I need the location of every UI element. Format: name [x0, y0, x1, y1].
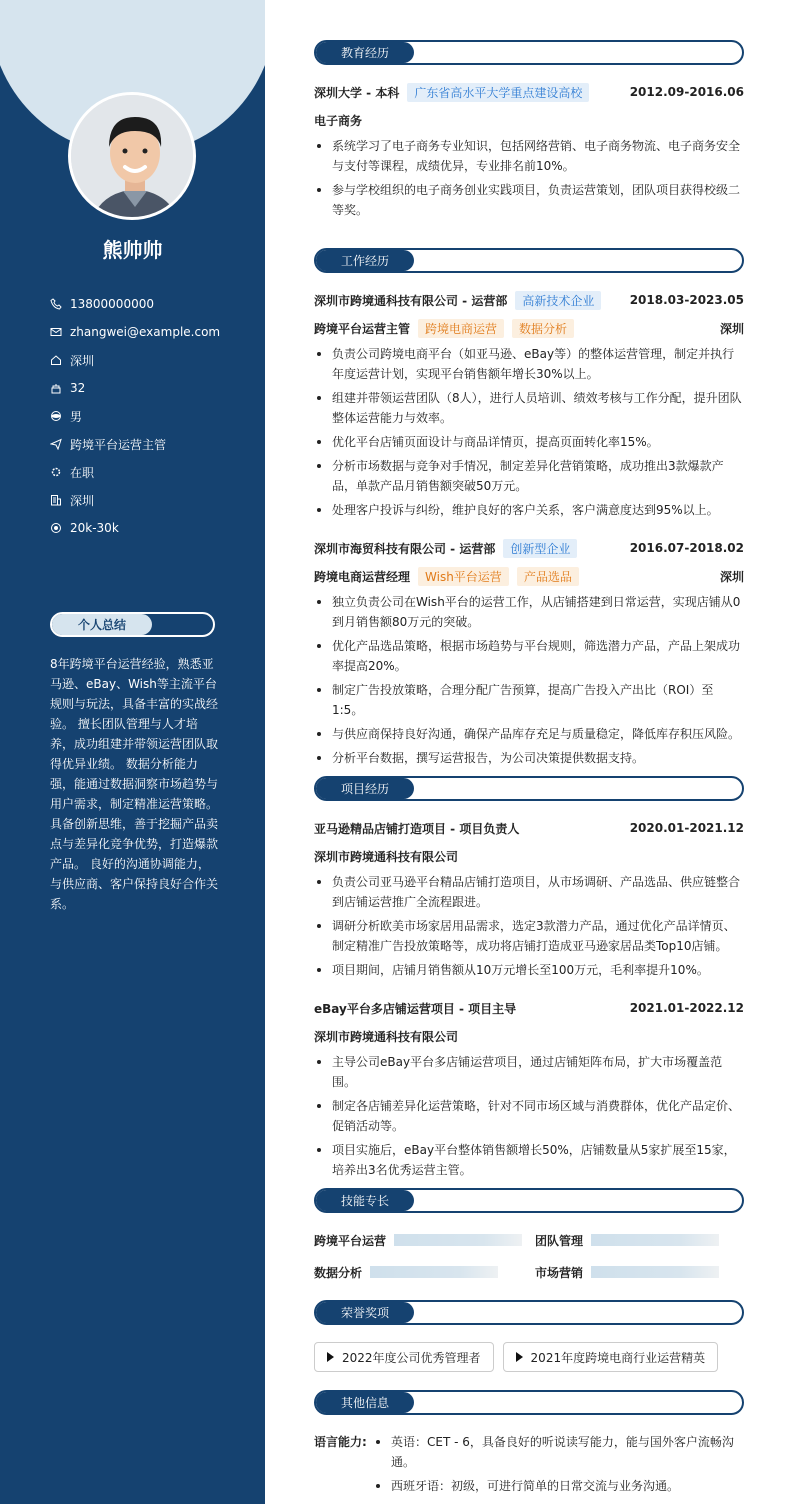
- list-item: 与供应商保持良好沟通，确保产品库存充足与质量稳定，降低库存积压风险。: [314, 724, 744, 744]
- contact-city: [50, 486, 220, 514]
- list-item: 组建并带领运营团队（8人），进行人员培训、绩效考核与工作分配，提升团队整体运营能力与效率。: [314, 388, 744, 428]
- skill-bar: [591, 1266, 719, 1278]
- skill-item: [314, 1230, 522, 1250]
- education-entry: [314, 82, 744, 224]
- job-entry: [314, 538, 744, 772]
- avatar: [68, 92, 196, 220]
- phone-icon: [50, 298, 62, 310]
- position-text: 跨境平台运营主管: [70, 437, 167, 452]
- skill-label: 团队管理: [535, 1233, 584, 1248]
- list-item: 优化产品选品策略，根据市场趋势与平台规则，筛选潜力产品，产品上架成功率提高20%。: [314, 636, 744, 676]
- education-header: [314, 40, 744, 65]
- job-city: 深圳: [719, 321, 744, 336]
- project-company: 深圳市跨境通科技有限公司: [314, 849, 459, 864]
- skill-tag: 产品选品: [517, 567, 579, 586]
- list-item: 系统学习了电子商务专业知识，包括网络营销、电子商务物流、电子商务安全与支付等课程，成绩优异，专业排名前10%。: [314, 136, 744, 176]
- list-item: 优化平台店铺页面设计与商品详情页，提高页面转化率15%。: [314, 432, 744, 452]
- list-item: 独立负责公司在Wish平台的运营工作，从店铺搭建到日常运营，实现店铺从0到月销售额80万元的突破。: [314, 592, 744, 632]
- work-title: 工作经历: [316, 250, 414, 271]
- skills-header: [314, 1188, 744, 1213]
- award-item: [314, 1342, 494, 1372]
- project-date: 2020.01-2021.12: [629, 821, 744, 835]
- sidebar: [0, 0, 265, 1504]
- status-text: 在职: [70, 465, 95, 480]
- list-item: 处理客户投诉与纠纷，维护良好的客户关系，客户满意度达到95%以上。: [314, 500, 744, 520]
- project-name: 亚马逊精品店铺打造项目 - 项目负责人: [314, 821, 520, 836]
- job-entry: [314, 290, 744, 524]
- avatar-icon: [71, 95, 196, 220]
- school-tag: 广东省高水平大学重点建设高校: [407, 83, 589, 102]
- send-icon: [50, 438, 62, 450]
- skill-item: [535, 1230, 719, 1250]
- cake-icon: [50, 382, 62, 394]
- skills-title: 技能专长: [316, 1190, 414, 1211]
- job-role: 跨境电商运营经理: [314, 569, 411, 584]
- company-tag: 创新型企业: [503, 539, 577, 558]
- education-date: 2012.09-2016.06: [629, 85, 744, 99]
- summary-title: 个人总结: [52, 614, 152, 635]
- job-role: 跨境平台运营主管: [314, 321, 411, 336]
- skill-label: 数据分析: [314, 1265, 363, 1280]
- contact-gender: [50, 402, 220, 430]
- skill-bar: [591, 1234, 719, 1246]
- major: 电子商务: [314, 113, 363, 128]
- language-label: 语言能力:: [314, 1435, 367, 1449]
- education-title: 教育经历: [316, 42, 414, 63]
- skill-tag: 跨境电商运营: [418, 319, 504, 338]
- contact-status: [50, 458, 220, 486]
- company-name: 深圳市海贸科技有限公司 - 运营部: [314, 541, 496, 556]
- contact-salary: [50, 514, 220, 542]
- contact-phone: [50, 290, 220, 318]
- contact-email: [50, 318, 220, 346]
- project-entry: [314, 998, 744, 1184]
- phone-text: 13800000000: [70, 297, 154, 311]
- company-name: 深圳市跨境通科技有限公司 - 运营部: [314, 293, 508, 308]
- home-icon: [50, 354, 62, 366]
- project-date: 2021.01-2022.12: [629, 1001, 744, 1015]
- gender-text: 男: [70, 409, 83, 424]
- list-item: 负责公司亚马逊平台精品店铺打造项目，从市场调研、产品选品、供应链整合到店铺运营推广全流程跟进。: [314, 872, 744, 912]
- play-icon: [327, 1352, 334, 1362]
- list-item: 制定广告投放策略，合理分配广告预算，提高广告投入产出比（ROI）至1:5。: [314, 680, 744, 720]
- gender-icon: [50, 410, 62, 422]
- projects-title: 项目经历: [316, 778, 414, 799]
- list-item: 分析平台数据，撰写运营报告，为公司决策提供数据支持。: [314, 748, 744, 768]
- building-icon: [50, 494, 62, 506]
- salary-icon: [50, 522, 62, 534]
- list-item: 参与学校组织的电子商务创业实践项目，负责运营策划，团队项目获得校级二等奖。: [314, 180, 744, 220]
- age-text: 32: [70, 381, 86, 395]
- list-item: 主导公司eBay平台多店铺运营项目，通过店铺矩阵布局，扩大市场覆盖范围。: [314, 1052, 744, 1092]
- school-name: 深圳大学 - 本科: [314, 85, 400, 100]
- status-icon: [50, 466, 62, 478]
- project-company: 深圳市跨境通科技有限公司: [314, 1029, 459, 1044]
- skill-tag: Wish平台运营: [418, 567, 509, 586]
- list-item: 项目期间，店铺月销售额从10万元增长至100万元，毛利率提升10%。: [314, 960, 744, 980]
- job-date: 2016.07-2018.02: [629, 541, 744, 555]
- award-label: 2022年度公司优秀管理者: [342, 1350, 481, 1365]
- skill-label: 市场营销: [535, 1265, 584, 1280]
- contact-location: [50, 346, 220, 374]
- other-header: [314, 1390, 744, 1415]
- contact-position: [50, 430, 220, 458]
- skill-item: [535, 1262, 719, 1282]
- play-icon: [516, 1352, 523, 1362]
- awards-header: [314, 1300, 744, 1325]
- contact-list: [50, 290, 220, 542]
- list-item: 负责公司跨境电商平台（如亚马逊、eBay等）的整体运营管理，制定并执行年度运营计划，实现平台销售额年增长30%以上。: [314, 344, 744, 384]
- list-item: 英语：CET - 6，具备良好的听说读写能力，能与国外客户流畅沟通。: [374, 1432, 744, 1472]
- summary-text: 8年跨境平台运营经验，熟悉亚马逊、eBay、Wish等主流平台规则与玩法，具备丰富的实战经验。 擅长团队管理与人才培养，成功组建并带领运营团队取得优异业绩。 数据分析能力强，能通过数据洞察市场趋势与用户需求，制定精准运营策略。 具备创新思维，善于挖掘产品卖点与差异化竞争优势，打造爆款产品。 良好的沟通协调能力，与供应商、客户保持良好合作关系。: [50, 657, 219, 911]
- email-text: zhangwei@example.com: [70, 325, 221, 339]
- awards-title: 荣誉奖项: [316, 1302, 414, 1323]
- candidate-name: 熊帅帅: [102, 238, 163, 262]
- skill-item: [314, 1262, 498, 1282]
- award-label: 2021年度跨境电商行业运营精英: [530, 1350, 706, 1365]
- job-date: 2018.03-2023.05: [629, 293, 744, 307]
- projects-header: [314, 776, 744, 801]
- project-name: eBay平台多店铺运营项目 - 项目主导: [314, 1001, 517, 1016]
- awards-list: [314, 1342, 727, 1372]
- skill-bar: [370, 1266, 498, 1278]
- project-entry: [314, 818, 744, 984]
- other-title: 其他信息: [316, 1392, 414, 1413]
- location-text: 深圳: [70, 353, 95, 368]
- contact-age: [50, 374, 220, 402]
- skill-tag: 数据分析: [512, 319, 574, 338]
- list-item: 调研分析欧美市场家居用品需求，选定3款潜力产品，通过优化产品详情页、制定精准广告投放策略等，成功将店铺打造成亚马逊家居品类Top10店铺。: [314, 916, 744, 956]
- company-tag: 高新技术企业: [515, 291, 601, 310]
- list-item: 项目实施后，eBay平台整体销售额增长50%，店铺数量从5家扩展至15家，培养出3名优秀运营主管。: [314, 1140, 744, 1180]
- summary-header: [50, 612, 215, 637]
- city-text: 深圳: [70, 493, 95, 508]
- skill-label: 跨境平台运营: [314, 1233, 387, 1248]
- skill-bar: [394, 1234, 522, 1246]
- salary-text: 20k-30k: [70, 521, 119, 535]
- list-item: 西班牙语：初级，可进行简单的日常交流与业务沟通。: [374, 1476, 744, 1496]
- list-item: 分析市场数据与竞争对手情况，制定差异化营销策略，成功推出3款爆款产品，单款产品月销售额突破50万元。: [314, 456, 744, 496]
- mail-icon: [50, 326, 62, 338]
- list-item: 制定各店铺差异化运营策略，针对不同市场区域与消费群体，优化产品定价、促销活动等。: [314, 1096, 744, 1136]
- other-info: [314, 1432, 744, 1500]
- work-header: [314, 248, 744, 273]
- job-city: 深圳: [719, 569, 744, 584]
- award-item: [503, 1342, 719, 1372]
